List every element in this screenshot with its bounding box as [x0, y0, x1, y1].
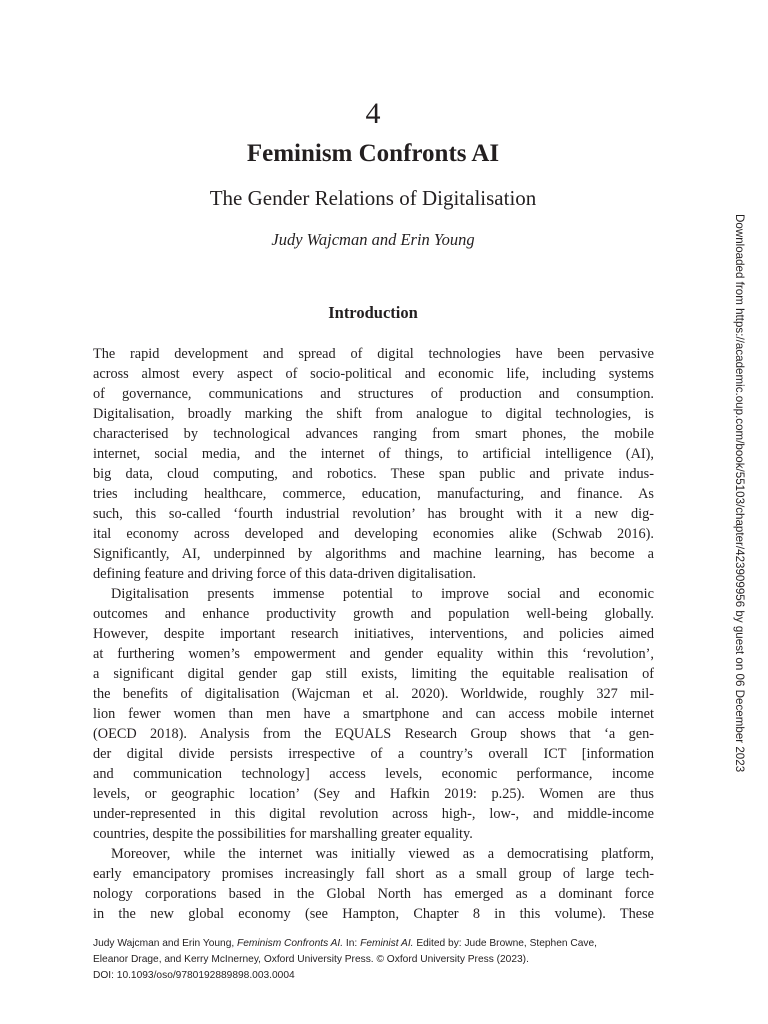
body-line: outcomes and enhance productivity growth and population well-being globally. [93, 606, 654, 622]
body-line: such, this so-called ‘fourth industrial revolution’ has brought with it a new dig- [93, 506, 654, 522]
section-heading: Introduction [328, 303, 418, 322]
body-line: (OECD 2018). Analysis from the EQUALS Research Group shows that ‘a gen- [93, 726, 654, 742]
body-line: tries including healthcare, commerce, education, manufacturing, and finance. As [93, 486, 654, 502]
chapter-subtitle: The Gender Relations of Digitalisation [209, 186, 537, 210]
body-line: in the new global economy (see Hampton, Chapter 8 in this volume). These [93, 906, 654, 922]
footer-in: In: [343, 938, 361, 949]
body-line: countries, despite the possibilities for marshalling greater equality. [93, 826, 473, 842]
chapter-title: Feminism Confronts AI [246, 140, 500, 167]
footer-line [93, 936, 654, 952]
body-line: levels, or geographic location’ (Sey and Hafkin 2019: p.25). Women are thus [93, 786, 654, 802]
download-watermark: Downloaded from https://academic.oup.com/book/55103/chapter/423909956 by guest on 06 December 2023 [733, 214, 746, 773]
footer-chapter-title: Feminism Confronts AI. [237, 938, 344, 949]
footer-authors: Judy Wajcman and Erin Young, [93, 938, 238, 949]
body-line: Digitalisation, broadly marking the shift from analogue to digital technologies, is [93, 406, 654, 422]
body-line: However, despite important research initiatives, interventions, and policies aimed [93, 626, 654, 642]
footer-doi: DOI: 10.1093/oso/9780192889898.003.0004 [93, 970, 295, 981]
body-line: ital economy across developed and developing economies alike (Schwab 2016). [93, 526, 654, 542]
body-line: a significant digital gender gap still exists, limiting the equitable realisation of [93, 666, 654, 682]
body-line: characterised by technological advances ranging from smart phones, the mobile [93, 426, 654, 442]
body-line: The rapid development and spread of digital technologies have been pervasive [93, 346, 654, 362]
body-line: and communication technology] access levels, economic performance, income [93, 766, 654, 782]
body-line: Moreover, while the internet was initially viewed as a democratising platform, [111, 846, 654, 862]
body-line: Digitalisation presents immense potential to improve social and economic [111, 586, 654, 602]
footer-line: Eleanor Drage, and Kerry McInerney, Oxford University Press. © Oxford University Press (2023). [93, 954, 529, 965]
chapter-authors: Judy Wajcman and Erin Young [271, 230, 475, 249]
body-line: across almost every aspect of socio-political and economic life, including systems [93, 366, 654, 382]
body-line: der digital divide persists irrespective of a country’s overall ICT [information [93, 746, 654, 762]
body-line: early emancipatory promises increasingly fall short as a small group of large tech- [93, 866, 654, 882]
body-line: Significantly, AI, underpinned by algorithms and machine learning, has become a [93, 546, 654, 562]
body-text [93, 344, 654, 924]
citation-footer [93, 936, 654, 984]
body-line: the benefits of digitalisation (Wajcman et al. 2020). Worldwide, roughly 327 mil- [93, 686, 654, 702]
body-line: big data, cloud computing, and robotics. These span public and private indus- [93, 466, 654, 482]
body-line: lion fewer women than men have a smartphone and can access mobile internet [93, 706, 654, 722]
body-line: at furthering women’s empowerment and gender equality within this ‘revolution’, [93, 646, 654, 662]
body-line: of governance, communications and structures of production and consumption. [93, 386, 654, 402]
body-line: internet, social media, and the internet of things, to artificial intelligence (AI), [93, 446, 654, 462]
body-line: nology corporations based in the Global North has emerged as a dominant force [93, 886, 654, 902]
body-line: defining feature and driving force of this data-driven digitalisation. [93, 566, 477, 582]
footer-editors: Edited by: Jude Browne, Stephen Cave, [413, 938, 597, 949]
body-line: under-represented in this digital revolution across high-, low-, and middle-income [93, 806, 654, 822]
chapter-number: 4 [365, 97, 381, 130]
footer-book-title: Feminist AI. [360, 938, 414, 949]
